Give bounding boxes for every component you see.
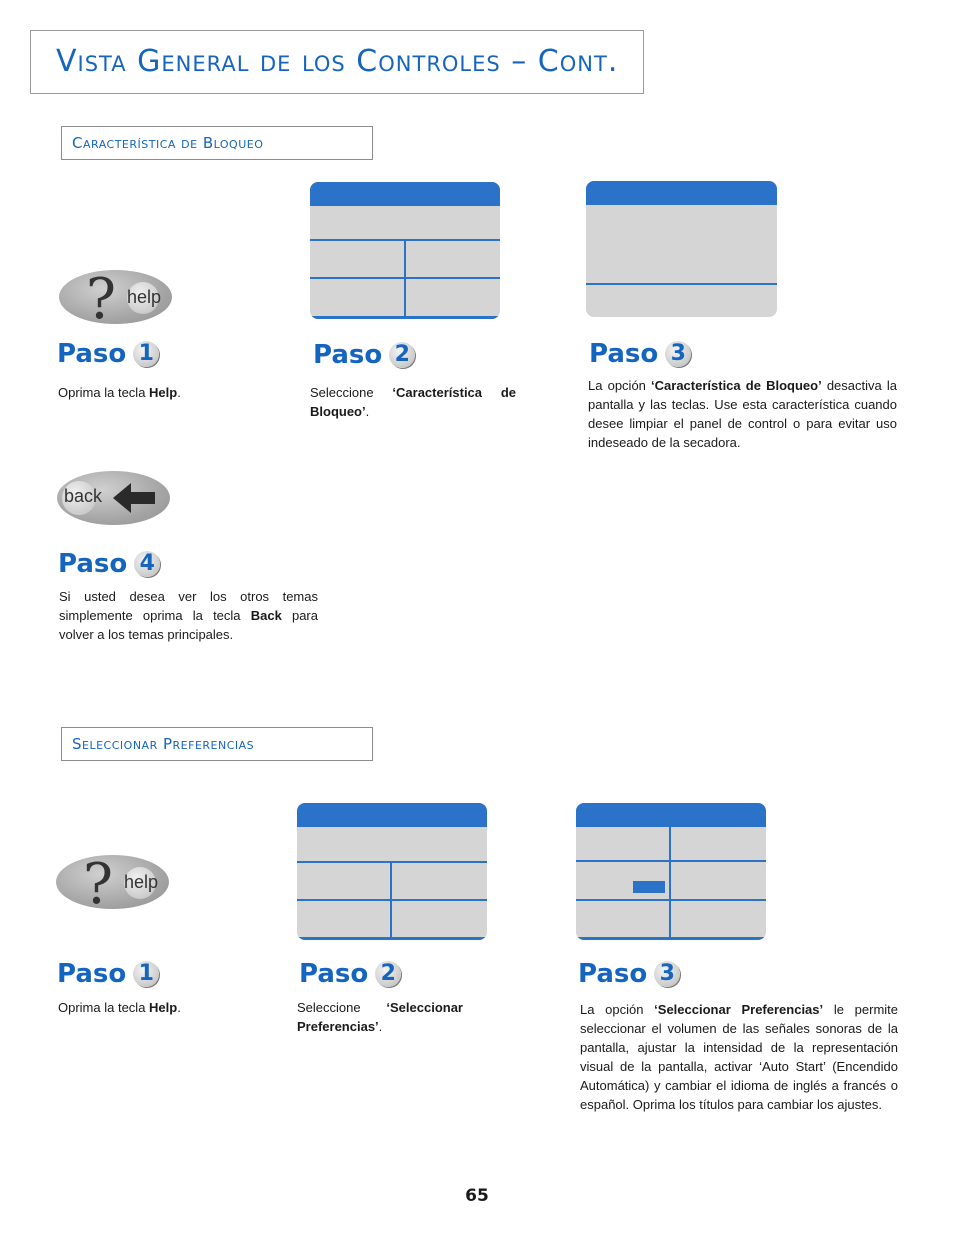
step-label: Paso — [589, 339, 659, 369]
step-heading-2 — [313, 340, 415, 370]
display-screen-lock — [586, 181, 777, 317]
screen-divider — [576, 899, 766, 901]
help-button-label: help — [124, 872, 159, 892]
step-number-badge: 4 — [134, 551, 160, 577]
display-screen-preferences — [576, 803, 766, 940]
page-number: 65 — [465, 1186, 489, 1206]
step-number-badge: 3 — [654, 961, 680, 987]
step-number-badge: 2 — [375, 961, 401, 987]
screen-divider — [297, 861, 487, 863]
selection-indicator — [633, 881, 665, 893]
screen-title-bar — [310, 182, 500, 206]
step-number-badge: 1 — [133, 961, 159, 987]
step-2-text: Seleccione ‘Seleccionar Preferencias’. — [297, 1000, 463, 1034]
step-label: Paso — [58, 549, 128, 579]
step-label: Paso — [57, 959, 127, 989]
screen-bottom-edge — [310, 316, 500, 319]
screen-title-bar — [576, 803, 766, 827]
back-button-label: back — [64, 486, 103, 506]
step-label: Paso — [578, 959, 648, 989]
back-button[interactable] — [57, 471, 170, 525]
display-screen-menu — [297, 803, 487, 940]
step-number-badge: 2 — [389, 342, 415, 368]
step-3-text: La opción ‘Seleccionar Preferencias’ le permite seleccionar el volumen de las señales sonoras de la pantalla, ajustar la intensidad de la representación visual de la pantalla, activar ‘Auto Start’ (Encendido Automática) y cambiar el idioma de inglés a francés o español. Oprima los títulos para cambiar los ajustes. — [580, 1002, 898, 1112]
help-button[interactable] — [59, 267, 172, 332]
screen-divider — [297, 899, 487, 901]
step-heading-3 — [578, 959, 680, 989]
step-1-text: Oprima la tecla Help. — [58, 1000, 181, 1015]
step-1-text: Oprima la tecla Help. — [58, 385, 181, 400]
step-number-badge: 1 — [133, 341, 159, 367]
step-heading-1 — [57, 339, 159, 369]
step-2-text: Seleccione ‘Característica de Bloqueo’. — [310, 385, 516, 419]
step-label: Paso — [57, 339, 127, 369]
left-arrow-icon — [109, 479, 159, 517]
screen-column-divider — [404, 239, 406, 319]
step-heading-2 — [299, 959, 401, 989]
screen-title-bar — [586, 181, 777, 205]
screen-column-divider — [390, 861, 392, 940]
section-heading-bloqueo: Característica de Bloqueo — [72, 134, 264, 152]
page-title: Vista General de los Controles – Cont. — [56, 44, 619, 79]
step-heading-4 — [58, 549, 160, 579]
question-mark-icon: ? — [83, 852, 114, 917]
step-heading-3 — [589, 339, 691, 369]
screen-divider — [586, 283, 777, 285]
section-heading-preferencias: Seleccionar Preferencias — [72, 735, 255, 753]
screen-column-divider — [669, 827, 671, 940]
display-screen-menu — [310, 182, 500, 319]
step-label: Paso — [313, 340, 383, 370]
help-button-label: help — [127, 287, 162, 307]
help-button[interactable] — [56, 852, 169, 917]
step-heading-1 — [57, 959, 159, 989]
step-3-text: La opción ‘Característica de Bloqueo’ desactiva la pantalla y las teclas. Use esta característica cuando desee limpiar el panel de control o para evitar uso indeseado de la secadora. — [588, 378, 897, 450]
screen-bottom-edge — [297, 937, 487, 940]
screen-title-bar — [297, 803, 487, 827]
step-label: Paso — [299, 959, 369, 989]
step-number-badge: 3 — [665, 341, 691, 367]
question-mark-icon: ? — [86, 267, 117, 332]
step-4-text: Si usted desea ver los otros temas simplemente oprima la tecla Back para volver a los temas principales. — [59, 589, 318, 642]
screen-bottom-edge — [576, 937, 766, 940]
screen-divider — [576, 860, 766, 862]
